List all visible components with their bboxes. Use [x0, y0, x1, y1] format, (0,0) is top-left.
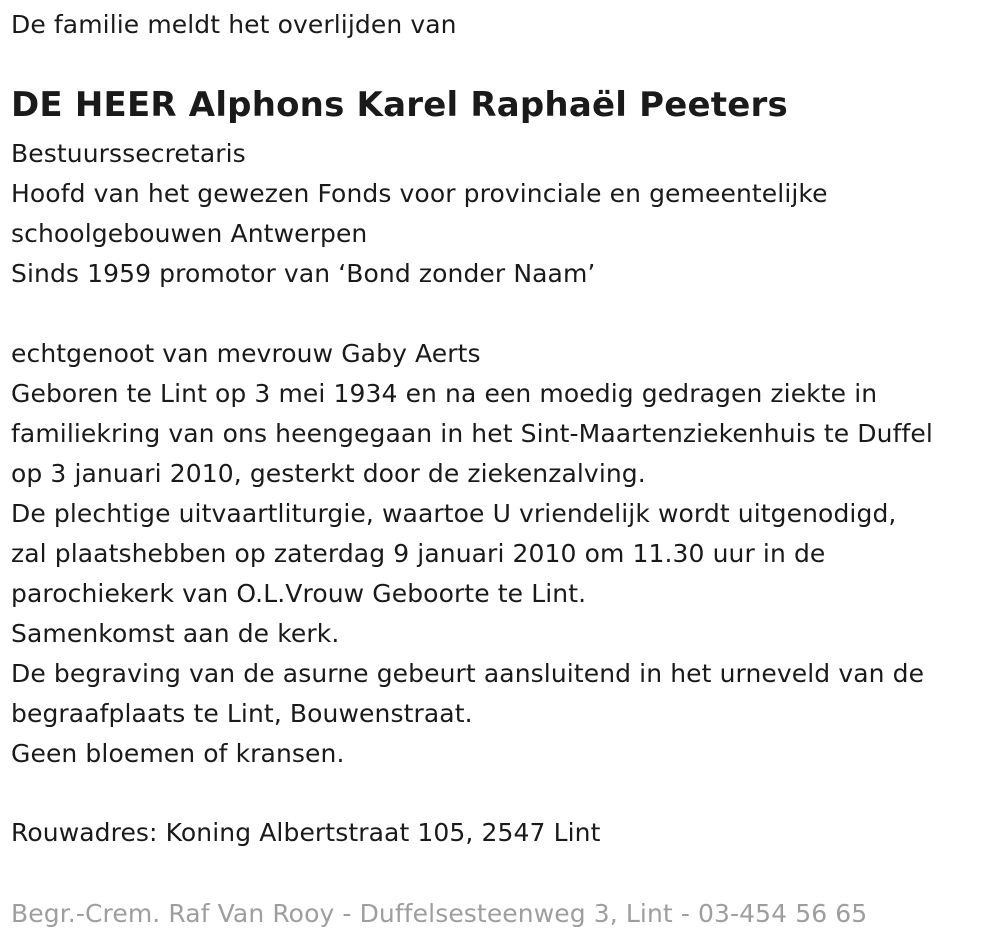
body-line: familiekring van ons heengegaan in het Sint-Maartenziekenhuis te Duffel	[11, 419, 933, 448]
funeral-director-footer: Begr.-Crem. Raf Van Rooy - Duffelsesteenweg 3, Lint - 03-454 56 65	[11, 899, 868, 928]
title-line: Hoofd van het gewezen Fonds voor provinciale en gemeentelijke	[11, 179, 828, 208]
titles-block	[11, 134, 828, 294]
body-line: zal plaatshebben op zaterdag 9 januari 2010 om 11.30 uur in de	[11, 539, 826, 568]
body-line: De begraving van de asurne gebeurt aansluitend in het urneveld van de	[11, 659, 925, 688]
mourning-address: Rouwadres: Koning Albertstraat 105, 2547 Lint	[11, 818, 601, 847]
body-block	[11, 334, 933, 774]
body-line: op 3 januari 2010, gesterkt door de ziekenzalving.	[11, 459, 646, 488]
body-line: Samenkomst aan de kerk.	[11, 619, 340, 648]
title-line: schoolgebouwen Antwerpen	[11, 219, 368, 248]
title-line: Bestuurssecretaris	[11, 139, 246, 168]
body-line: Geen bloemen of kransen.	[11, 739, 345, 768]
body-line: De plechtige uitvaartliturgie, waartoe U vriendelijk wordt uitgenodigd,	[11, 499, 897, 528]
deceased-name: DE HEER Alphons Karel Raphaël Peeters	[11, 85, 788, 125]
body-line: parochiekerk van O.L.Vrouw Geboorte te Lint.	[11, 579, 587, 608]
body-line: Geboren te Lint op 3 mei 1934 en na een moedig gedragen ziekte in	[11, 379, 878, 408]
title-line: Sinds 1959 promotor van ‘Bond zonder Naam’	[11, 259, 596, 288]
intro-text: De familie meldt het overlijden van	[11, 10, 457, 39]
body-line: echtgenoot van mevrouw Gaby Aerts	[11, 339, 481, 368]
body-line: begraafplaats te Lint, Bouwenstraat.	[11, 699, 473, 728]
